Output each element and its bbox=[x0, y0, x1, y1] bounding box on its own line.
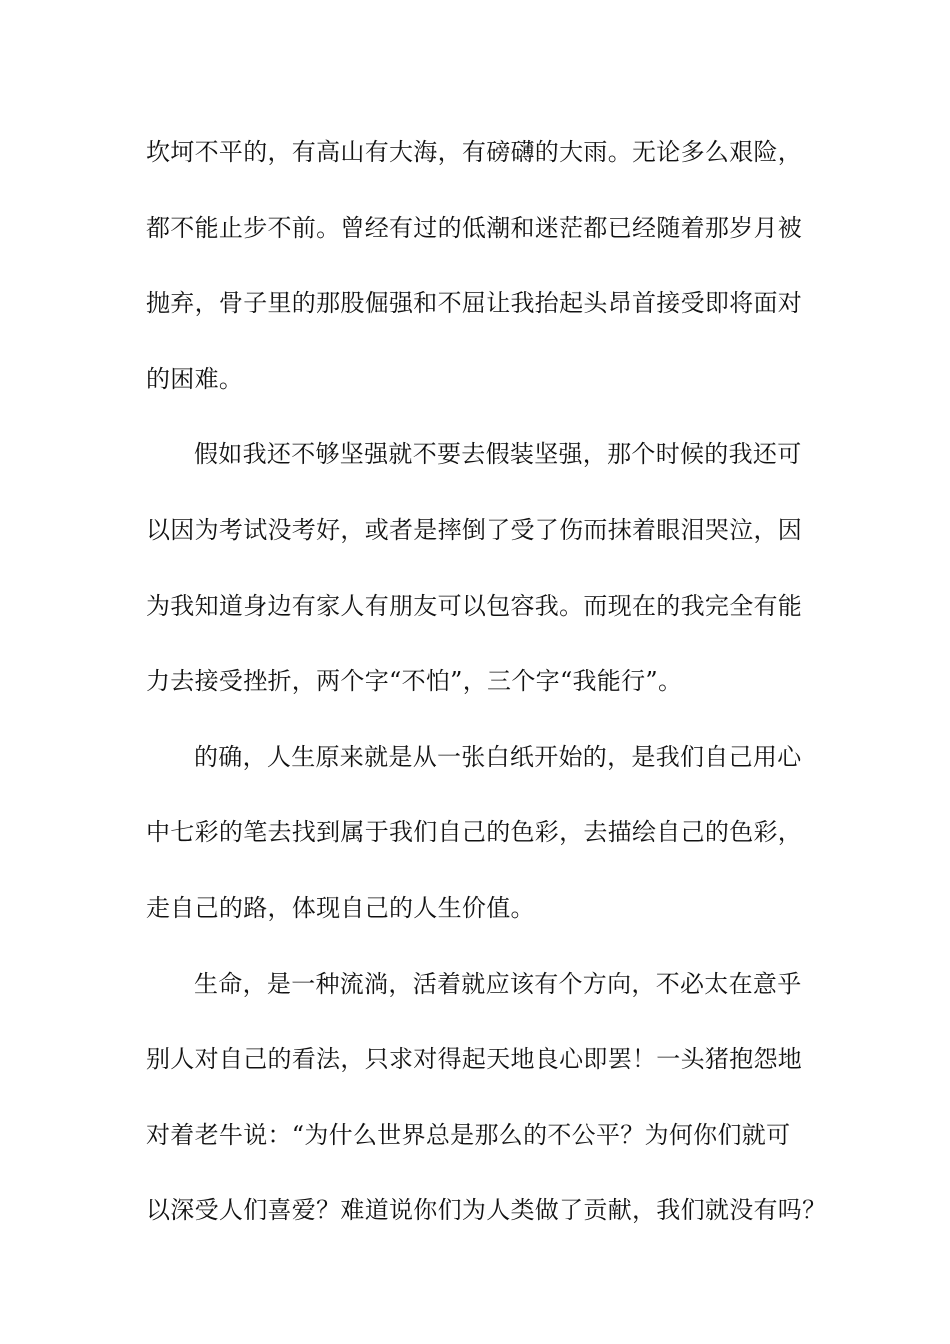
text-line: 为我知道身边有家人有朋友可以包容我。而现在的我完全有能 bbox=[146, 591, 803, 620]
document-body bbox=[146, 128, 826, 1262]
text-line: 坎坷不平的，有高山有大海，有磅礴的大雨。无论多么艰险， bbox=[146, 138, 803, 166]
paragraph-first-line: 假如我还不够坚强就不要去假装坚强，那个时候的我还可 bbox=[194, 440, 802, 469]
text-line: 对着老牛说：“为什么世界总是那么的不公平？为何你们就可 bbox=[146, 1120, 791, 1149]
text-line: 走自己的路，体现自己的人生价值。 bbox=[146, 893, 535, 922]
text-line: 都不能止步不前。曾经有过的低潮和迷茫都已经随着那岁月被 bbox=[146, 213, 803, 242]
paragraph-first-line: 的确，人生原来就是从一张白纸开始的，是我们自己用心 bbox=[194, 742, 802, 771]
text-line: 以深受人们喜爱？难道说你们为人类做了贡献，我们就没有吗？ bbox=[146, 1196, 827, 1225]
text-line: 以因为考试没考好，或者是摔倒了受了伤而抹着眼泪哭泣，因 bbox=[146, 515, 803, 544]
text-line: 的困难。 bbox=[146, 364, 244, 393]
paragraph-first-line: 生命，是一种流淌，活着就应该有个方向，不必太在意乎 bbox=[194, 969, 802, 998]
text-line: 中七彩的笔去找到属于我们自己的色彩，去描绘自己的色彩， bbox=[146, 818, 803, 847]
text-line: 抛弃，骨子里的那股倔强和不屈让我抬起头昂首接受即将面对 bbox=[146, 289, 803, 318]
text-line: 别人对自己的看法，只求对得起天地良心即罢！一头猪抱怨地 bbox=[146, 1045, 803, 1074]
text-line: 力去接受挫折，两个字“不怕”，三个字“我能行”。 bbox=[146, 667, 683, 696]
